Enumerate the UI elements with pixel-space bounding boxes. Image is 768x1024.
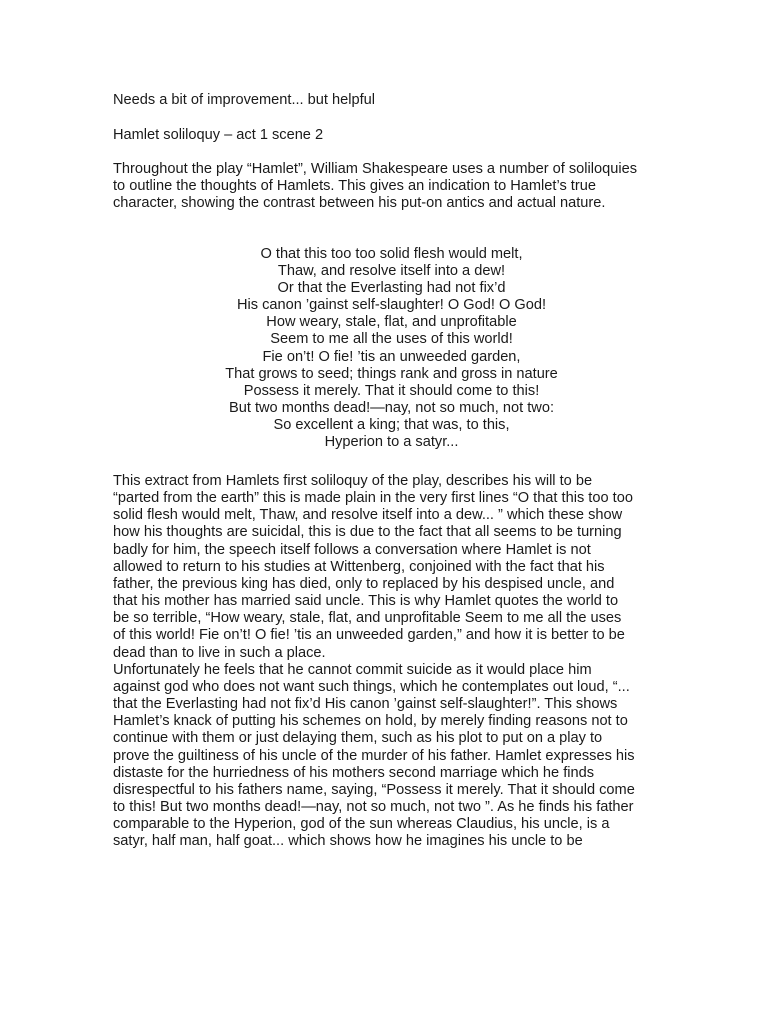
quote-line: That grows to seed; things rank and gross in nature (225, 365, 558, 382)
quote-line: How weary, stale, flat, and unprofitable (266, 314, 517, 331)
quote-line: Or that the Everlasting had not fix’d (277, 280, 506, 297)
body-line: solid flesh would melt, Thaw, and resolve itself into a dew... ” which these show (113, 507, 623, 524)
body-line: comparable to the Hyperion, god of the sun whereas Claudius, his uncle, is a (113, 816, 610, 833)
body-line: be so terrible, “How weary, stale, flat, and unprofitable Seem to me all the uses (113, 610, 622, 627)
body-line: prove the guiltiness of his uncle of the murder of his father. Hamlet expresses his (113, 747, 635, 764)
quote-line: Hyperion to a satyr... (324, 434, 459, 451)
analysis-body (113, 473, 635, 850)
body-line: satyr, half man, half goat... which shows how he imagines his uncle to be (113, 833, 583, 850)
body-line: distaste for the hurriedness of his mothers second marriage which he finds (113, 764, 595, 781)
body-line: against god who does not want such things, which he contemplates out loud, “... (113, 678, 630, 695)
body-line: disrespectful to his fathers name, saying, “Possess it merely. That it should come (113, 781, 635, 798)
body-line: father, the previous king has died, only to replaced by his despised uncle, and (113, 575, 615, 592)
intro-line: character, showing the contrast between his put-on antics and actual nature. (113, 195, 606, 211)
body-line: allowed to return to his studies at Wittenberg, conjoined with the fact that his (113, 558, 605, 575)
document-title: Hamlet soliloquy – act 1 scene 2 (113, 127, 324, 143)
body-line: Unfortunately he feels that he cannot commit suicide as it would place him (113, 661, 592, 678)
body-line: of this world! Fie on’t! O fie! ’tis an unweeded garden,” and how it is better to be (113, 627, 625, 644)
quote-line: His canon ’gainst self-slaughter! O God! O God! (236, 297, 547, 314)
body-line: continue with them or just delaying them, such as his plot to put on a play to (113, 730, 603, 747)
quote-line: O that this too too solid flesh would melt, (260, 246, 523, 262)
quote-line: Fie on’t! O fie! ’tis an unweeded garden, (262, 348, 521, 365)
quote-line: Seem to me all the uses of this world! (270, 331, 513, 348)
quote-line: So excellent a king; that was, to this, (273, 416, 510, 433)
body-line: This extract from Hamlets first soliloquy of the play, describes his will to be (113, 473, 593, 489)
body-line: “parted from the earth” this is made plain in the very first lines “O that this too too (113, 490, 633, 507)
quote-line: Thaw, and resolve itself into a dew! (277, 263, 506, 280)
quote-line: But two months dead!—nay, not so much, not two: (228, 399, 555, 416)
body-line: that his mother has married said uncle. This is why Hamlet quotes the world to (113, 593, 619, 610)
reviewer-note: Needs a bit of improvement... but helpful (113, 92, 376, 108)
body-line: how his thoughts are suicidal, this is due to the fact that all seems to be turning (113, 524, 622, 541)
soliloquy-quote (0, 246, 768, 451)
body-line: to this! But two months dead!—nay, not so much, not two ”. As he finds his father (113, 798, 634, 815)
intro-line: to outline the thoughts of Hamlets. This gives an indication to Hamlet’s true (113, 178, 596, 194)
intro-line: Throughout the play “Hamlet”, William Shakespeare uses a number of soliloquies (113, 161, 638, 177)
body-line: badly for him, the speech itself follows a conversation where Hamlet is not (113, 541, 591, 558)
body-line: dead than to live in such a place. (113, 644, 326, 661)
quote-line: Possess it merely. That it should come to this! (243, 382, 540, 399)
body-line: Hamlet’s knack of putting his schemes on hold, by merely finding reasons not to (113, 713, 628, 730)
body-line: that the Everlasting had not fix’d His canon ’gainst self-slaughter!”. This shows (113, 696, 618, 713)
